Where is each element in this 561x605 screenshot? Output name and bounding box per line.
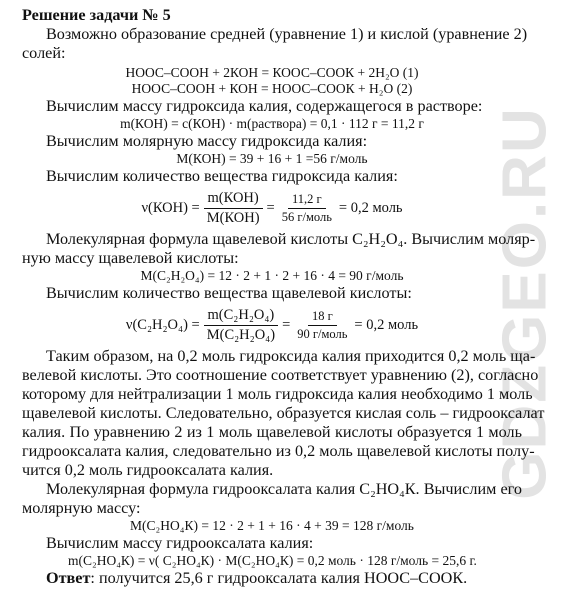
- oxalic-formula-line-2: ную массу щавелевой кислоты:: [22, 249, 239, 267]
- reaction-2: НООС–СООН + КОН = НООС–СООК + Н₂О (2): [131, 81, 413, 96]
- intro-line-1: Возможно образование средней (уравнение 1) и кислой (уравнение 2): [46, 25, 528, 43]
- salt-formula-line-2: молярную массу:: [22, 499, 141, 517]
- intro-line-2: солей:: [22, 44, 66, 62]
- salt-formula-line-1: Молекулярная формула гидрооксалата калия С₂НО₄К. Вычислим его: [46, 480, 522, 498]
- fraction-numerator: 18 г: [308, 309, 337, 326]
- step-koh-molar-eq: M(КОН) = 39 + 16 + 1 =56 г/моль: [176, 151, 368, 166]
- conclusion-line-4: щавелевой кислоты. Следовательно, образуется кислая соль – гидрооксалат: [22, 404, 545, 422]
- step-koh-mass-eq: m(КОН) = c(КОН) · m(раствора) = 0,1 · 112 г = 11,2 г: [120, 116, 424, 131]
- oxalic-amount-formula: [22, 303, 522, 347]
- conclusion-line-1: Таким образом, на 0,2 моль гидроксида калия приходится 0,2 моль ща-: [46, 347, 536, 365]
- salt-molar-eq: M(С₂НО₄К) = 12 · 2 + 1 + 16 · 4 + 39 = 128 г/моль: [130, 518, 414, 533]
- watermark-text: GDZGEO.RU: [490, 105, 560, 500]
- fraction-numerator: 11,2 г: [288, 192, 326, 209]
- step-oxalic-amount-text: Вычислим количество вещества щавелевой кислоты:: [46, 284, 412, 302]
- fraction-denominator: 90 г/моль: [297, 326, 348, 341]
- fraction-numerator: m(КОН): [204, 190, 263, 209]
- step-koh-molar-text: Вычислим молярную массу гидроксида калия:: [46, 132, 368, 150]
- step-koh-amount-text: Вычислим количество вещества гидроксида калия:: [46, 167, 398, 185]
- conclusion-line-7: чится 0,2 моль гидрооксалата калия.: [22, 461, 274, 479]
- step-salt-mass-eq: m(С₂НО₄К) = ν( С₂НО₄К) · M(С₂НО₄К) = 0,2 моль · 128 г/моль = 25,6 г.: [68, 553, 477, 568]
- oxalic-fraction-symbolic: [203, 307, 279, 344]
- oxalic-molar-eq: M(С₂Н₂О₄) = 12 · 2 + 1 · 2 + 16 · 4 = 90 г/моль: [140, 268, 404, 283]
- conclusion-line-6: гидрооксалата калия, следовательно из 0,2 моль щавелевой кислоты полу-: [22, 442, 535, 460]
- fraction-numerator: m(С₂Н₂О₄): [204, 307, 279, 326]
- koh-fraction-numeric: [278, 192, 336, 225]
- conclusion-line-3: которому для нейтрализации 1 моль гидроксида калия необходимо 1 моль: [22, 385, 533, 403]
- oxalic-amount-lhs: ν(С₂Н₂О₄) =: [125, 316, 200, 333]
- conclusion-line-2: велевой кислоты. Это соотношение соответствует уравнению (2), согласно: [22, 366, 539, 384]
- conclusion-line-5: калия. По уравнению 2 из 1 моль щавелевой кислоты образуется 1 моль: [22, 423, 522, 441]
- koh-amount-result: = 0,2 моль: [338, 199, 403, 216]
- koh-amount-lhs: ν(КОН) =: [141, 199, 200, 216]
- equals-sign: =: [266, 199, 275, 216]
- fraction-denominator: M(КОН): [206, 209, 260, 226]
- oxalic-amount-result: = 0,2 моль: [354, 316, 419, 333]
- koh-amount-formula: [22, 186, 522, 230]
- answer-label: Ответ: [46, 569, 91, 587]
- oxalic-formula-line-1: Молекулярная формула щавелевой кислоты С₂Н₂О₄. Вычислим моляр-: [46, 230, 536, 248]
- oxalic-fraction-numeric: [293, 309, 351, 342]
- answer-line: [22, 569, 522, 588]
- reaction-1: НООС–СООН + 2КОН = КООС–СООК + 2Н₂О (1): [125, 65, 419, 80]
- step-koh-mass-text: Вычислим массу гидроксида калия, содержащегося в растворе:: [46, 97, 483, 115]
- step-salt-mass-text: Вычислим массу гидрооксалата калия:: [46, 534, 314, 552]
- equals-sign: =: [282, 316, 291, 333]
- koh-fraction-symbolic: [203, 190, 264, 227]
- solution-title: Решение задачи № 5: [22, 6, 171, 24]
- answer-text: : получится 25,6 г гидрооксалата калия НООС–СООК.: [90, 569, 468, 587]
- fraction-denominator: M(С₂Н₂О₄): [206, 326, 276, 343]
- fraction-denominator: 56 г/моль: [281, 209, 332, 224]
